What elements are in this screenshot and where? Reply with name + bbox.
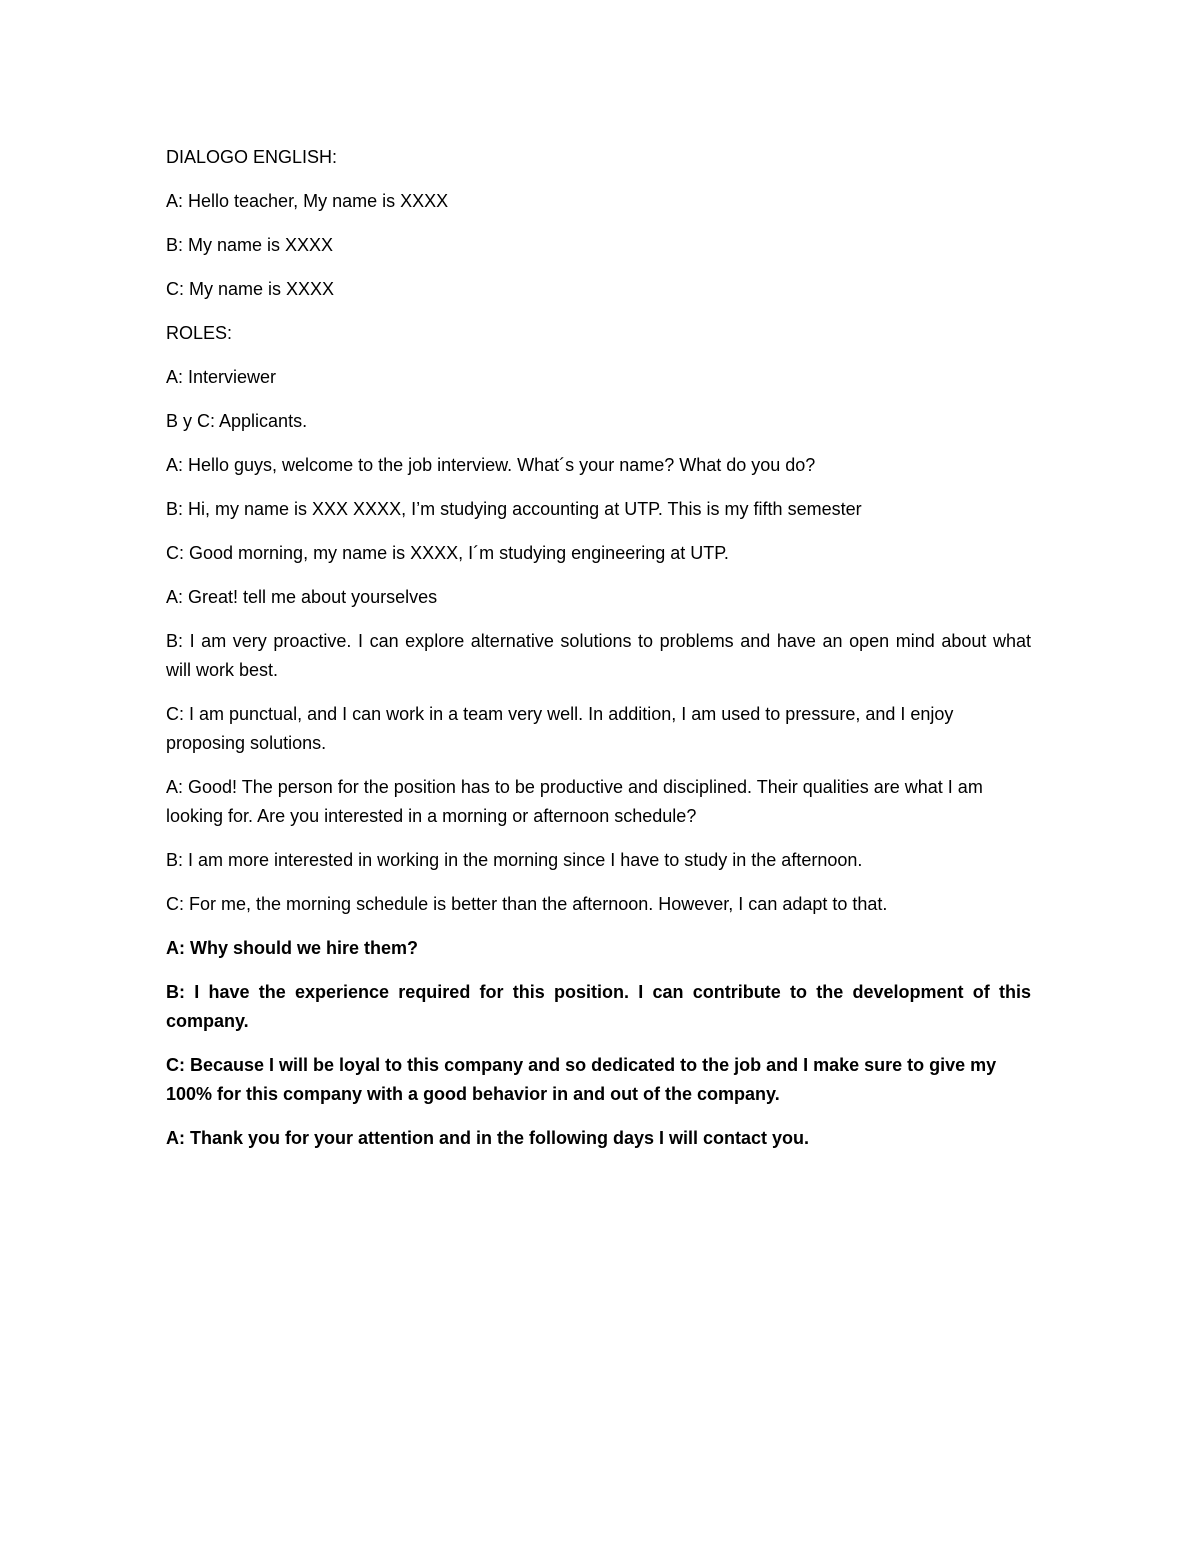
dialogue-line-bold: C: Because I will be loyal to this company and so dedicated to the job and I make sure to give my 100% for this company with a good behavior in and out of the company. [166,1055,997,1104]
role-line: B y C: Applicants. [166,411,308,431]
dialogue-line: A: Great! tell me about yourselves [166,587,438,607]
role-line: A: Interviewer [166,367,277,387]
dialogue-line: C: My name is XXXX [166,279,335,299]
document-page [166,143,1031,1168]
dialogue-line: B: I am more interested in working in the morning since I have to study in the afternoon. [166,850,863,870]
dialogue-line: C: I am punctual, and I can work in a team very well. In addition, I am used to pressure, and I enjoy proposing solutions. [166,704,954,753]
dialogue-line: C: Good morning, my name is XXXX, I´m studying engineering at UTP. [166,543,729,563]
dialogue-line: C: For me, the morning schedule is better than the afternoon. However, I can adapt to that. [166,894,888,914]
dialogue-line-bold: A: Why should we hire them? [166,938,419,958]
dialogue-line: A: Hello guys, welcome to the job interview. What´s your name? What do you do? [166,455,816,475]
dialogue-line-bold: B: I have the experience required for this position. I can contribute to the development of this company. [166,982,1031,1031]
dialogue-line: B: I am very proactive. I can explore alternative solutions to problems and have an open mind about what will work best. [166,631,1031,680]
dialogue-line: B: Hi, my name is XXX XXXX, I’m studying accounting at UTP. This is my fifth semester [166,499,862,519]
dialogue-line: A: Hello teacher, My name is XXXX [166,191,449,211]
dialogue-line-bold: A: Thank you for your attention and in the following days I will contact you. [166,1128,810,1148]
roles-heading: ROLES: [166,323,233,343]
dialogue-line: A: Good! The person for the position has to be productive and disciplined. Their qualities are what I am looking for. Are you interested in a morning or afternoon schedule? [166,777,983,826]
dialogue-line: B: My name is XXXX [166,235,334,255]
document-title: DIALOGO ENGLISH: [166,147,338,167]
